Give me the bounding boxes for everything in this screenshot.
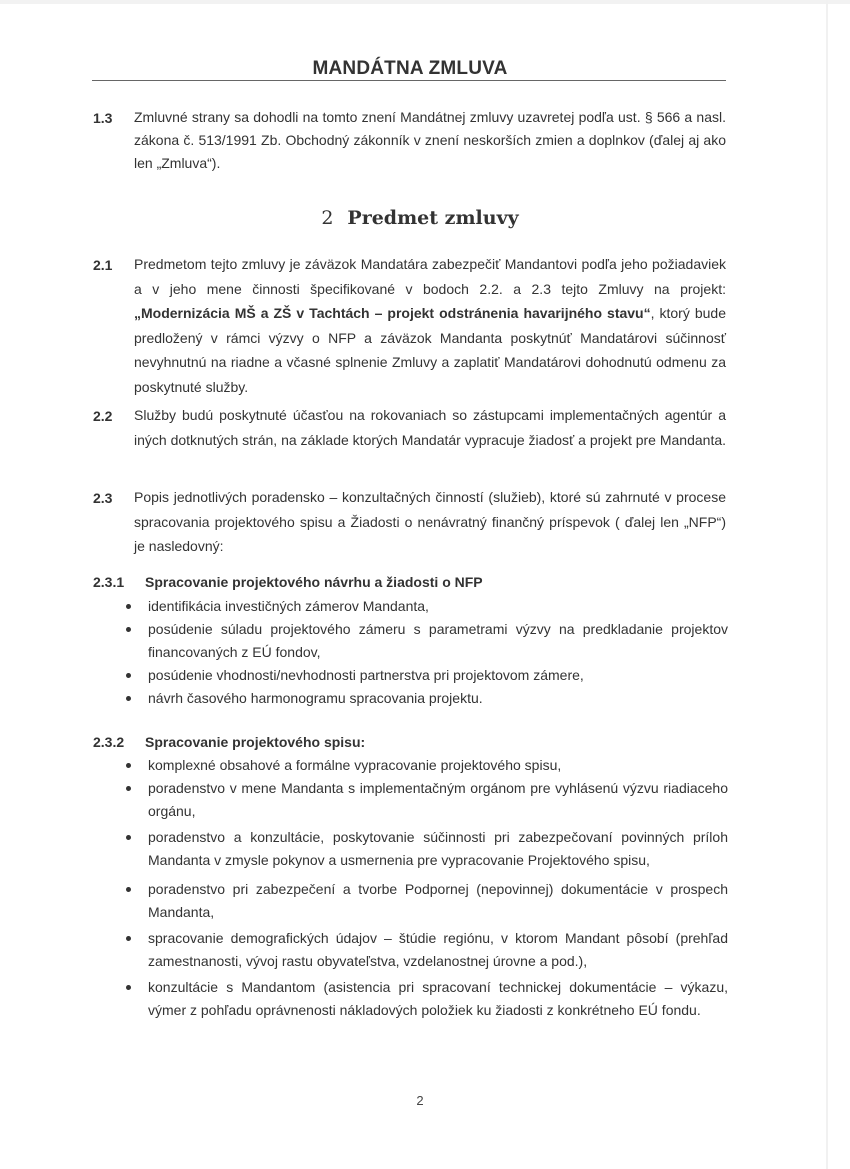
clause-number: 1.3 <box>93 110 113 126</box>
list-item-text: poradenstvo pri zabezpečení a tvorbe Podpornej (nepovinnej) dokumentácie v prospech Mandanta, <box>148 881 728 920</box>
list-item <box>122 618 728 664</box>
subsection-number: 2.3.2 <box>93 734 125 750</box>
bullet-icon <box>126 696 131 701</box>
list-item <box>122 754 728 777</box>
list-item <box>122 777 728 823</box>
section-title: Predmet zmluvy <box>347 207 519 229</box>
header-rule <box>92 80 726 81</box>
list-item-text: poradenstvo a konzultácie, poskytovanie súčinnosti pri zabezpečovaní povinných príloh Mandanta v zmysle pokynov a usmernenia pre vypracovanie Projektového spisu, <box>148 829 728 868</box>
subsection-title: Spracovanie projektového spisu: <box>145 734 366 750</box>
list-item <box>122 927 728 973</box>
clause-2-1-text-part: Predmetom tejto zmluvy je záväzok Mandatára zabezpečiť Mandantovi podľa jeho požiadaviek a v jeho mene činnosti špecifikované v bodoch 2.2. a 2.3 tejto Zmluvy na projekt: <box>134 256 726 297</box>
list-item-text: posúdenie súladu projektového zámeru s parametrami výzvy na predkladanie projektov financovaných z EÚ fondov, <box>148 621 728 660</box>
section-heading <box>0 207 840 229</box>
list-item-text: komplexné obsahové a formálne vypracovanie projektového spisu, <box>148 757 562 773</box>
page-number: 2 <box>416 1093 424 1108</box>
list-item-text: spracovanie demografických údajov – štúdie regiónu, v ktorom Mandant pôsobí (prehľad zamestnanosti, vývoj rastu obyvateľstva, vzdelanostnej úrovne a pod.), <box>148 930 728 969</box>
bullet-icon <box>126 835 131 840</box>
bullet-icon <box>126 763 131 768</box>
section-number: 2 <box>321 207 334 229</box>
clause-2-1-text-part: , ktorý bude predložený v rámci výzvy o NFP a záväzok Mandanta poskytnúť Mandatárovi súčinnosť nevyhnutnú na riadne a včasné splnenie Zmluvy a zaplatiť Mandatárovi dohodnutú odmenu za poskytnuté služby. <box>134 305 726 395</box>
subsection-number: 2.3.1 <box>93 574 125 590</box>
bullet-icon <box>126 887 131 892</box>
clause-1-3-text: Zmluvné strany sa dohodli na tomto znení Mandátnej zmluvy uzavretej podľa ust. § 566 a nasl. zákona č. 513/1991 Zb. Obchodný zákonník v znení neskorších zmien a doplnkov (ďalej aj ako len „Zmluva“). <box>134 109 726 171</box>
header-title: MANDÁTNA ZMLUVA <box>312 58 508 79</box>
clause-number: 2.3 <box>93 490 113 506</box>
list-item <box>122 976 728 1022</box>
clause-2-2-text: Služby budú poskytnuté účasťou na rokovaniach so zástupcami implementačných agentúr a iných dotknutých strán, na základe ktorých Mandatár vypracuje žiadosť a projekt pre Mandanta. <box>134 407 727 448</box>
bullet-list <box>122 754 728 1022</box>
list-item <box>122 826 728 872</box>
clause-2-1-text <box>134 252 726 399</box>
clause-number: 2.1 <box>93 257 113 273</box>
bullet-icon <box>126 786 131 791</box>
list-item-text: posúdenie vhodnosti/nevhodnosti partnerstva pri projektovom zámere, <box>148 667 584 683</box>
list-item-text: návrh časového harmonogramu spracovania projektu. <box>148 690 483 706</box>
project-name: „Modernizácia MŠ a ZŠ v Tachtách – projekt odstránenia havarijného stavu“ <box>134 305 651 321</box>
bullet-icon <box>126 627 131 632</box>
list-item <box>122 878 728 924</box>
bullet-icon <box>126 604 131 609</box>
subsection-title: Spracovanie projektového návrhu a žiadosti o NFP <box>145 574 483 590</box>
clause-2-3-text: Popis jednotlivých poradensko – konzultačných činností (služieb), ktoré sú zahrnuté v procese spracovania projektového spisu a Žiadosti o nenávratný finančný príspevok ( ďalej len „NFP“) je nasledovný: <box>134 489 726 554</box>
subsection-heading <box>93 574 483 590</box>
subsection-heading <box>93 734 365 750</box>
bullet-icon <box>126 673 131 678</box>
list-item-text: konzultácie s Mandantom (asistencia pri spracovaní technickej dokumentácie – výkazu, výmer z pohľadu oprávnenosti nákladových položiek ku žiadosti z konkrétneho EÚ fondu. <box>148 979 728 1018</box>
bullet-icon <box>126 985 131 990</box>
list-item-text: poradenstvo v mene Mandanta s implementačným orgánom pre vyhlásenú výzvu riadiaceho orgánu, <box>148 780 728 819</box>
list-item-text: identifikácia investičných zámerov Mandanta, <box>148 598 429 614</box>
bullet-list <box>122 595 728 710</box>
list-item <box>122 595 728 618</box>
clause-number: 2.2 <box>93 408 113 424</box>
bullet-icon <box>126 936 131 941</box>
list-item <box>122 687 728 710</box>
list-item <box>122 664 728 687</box>
